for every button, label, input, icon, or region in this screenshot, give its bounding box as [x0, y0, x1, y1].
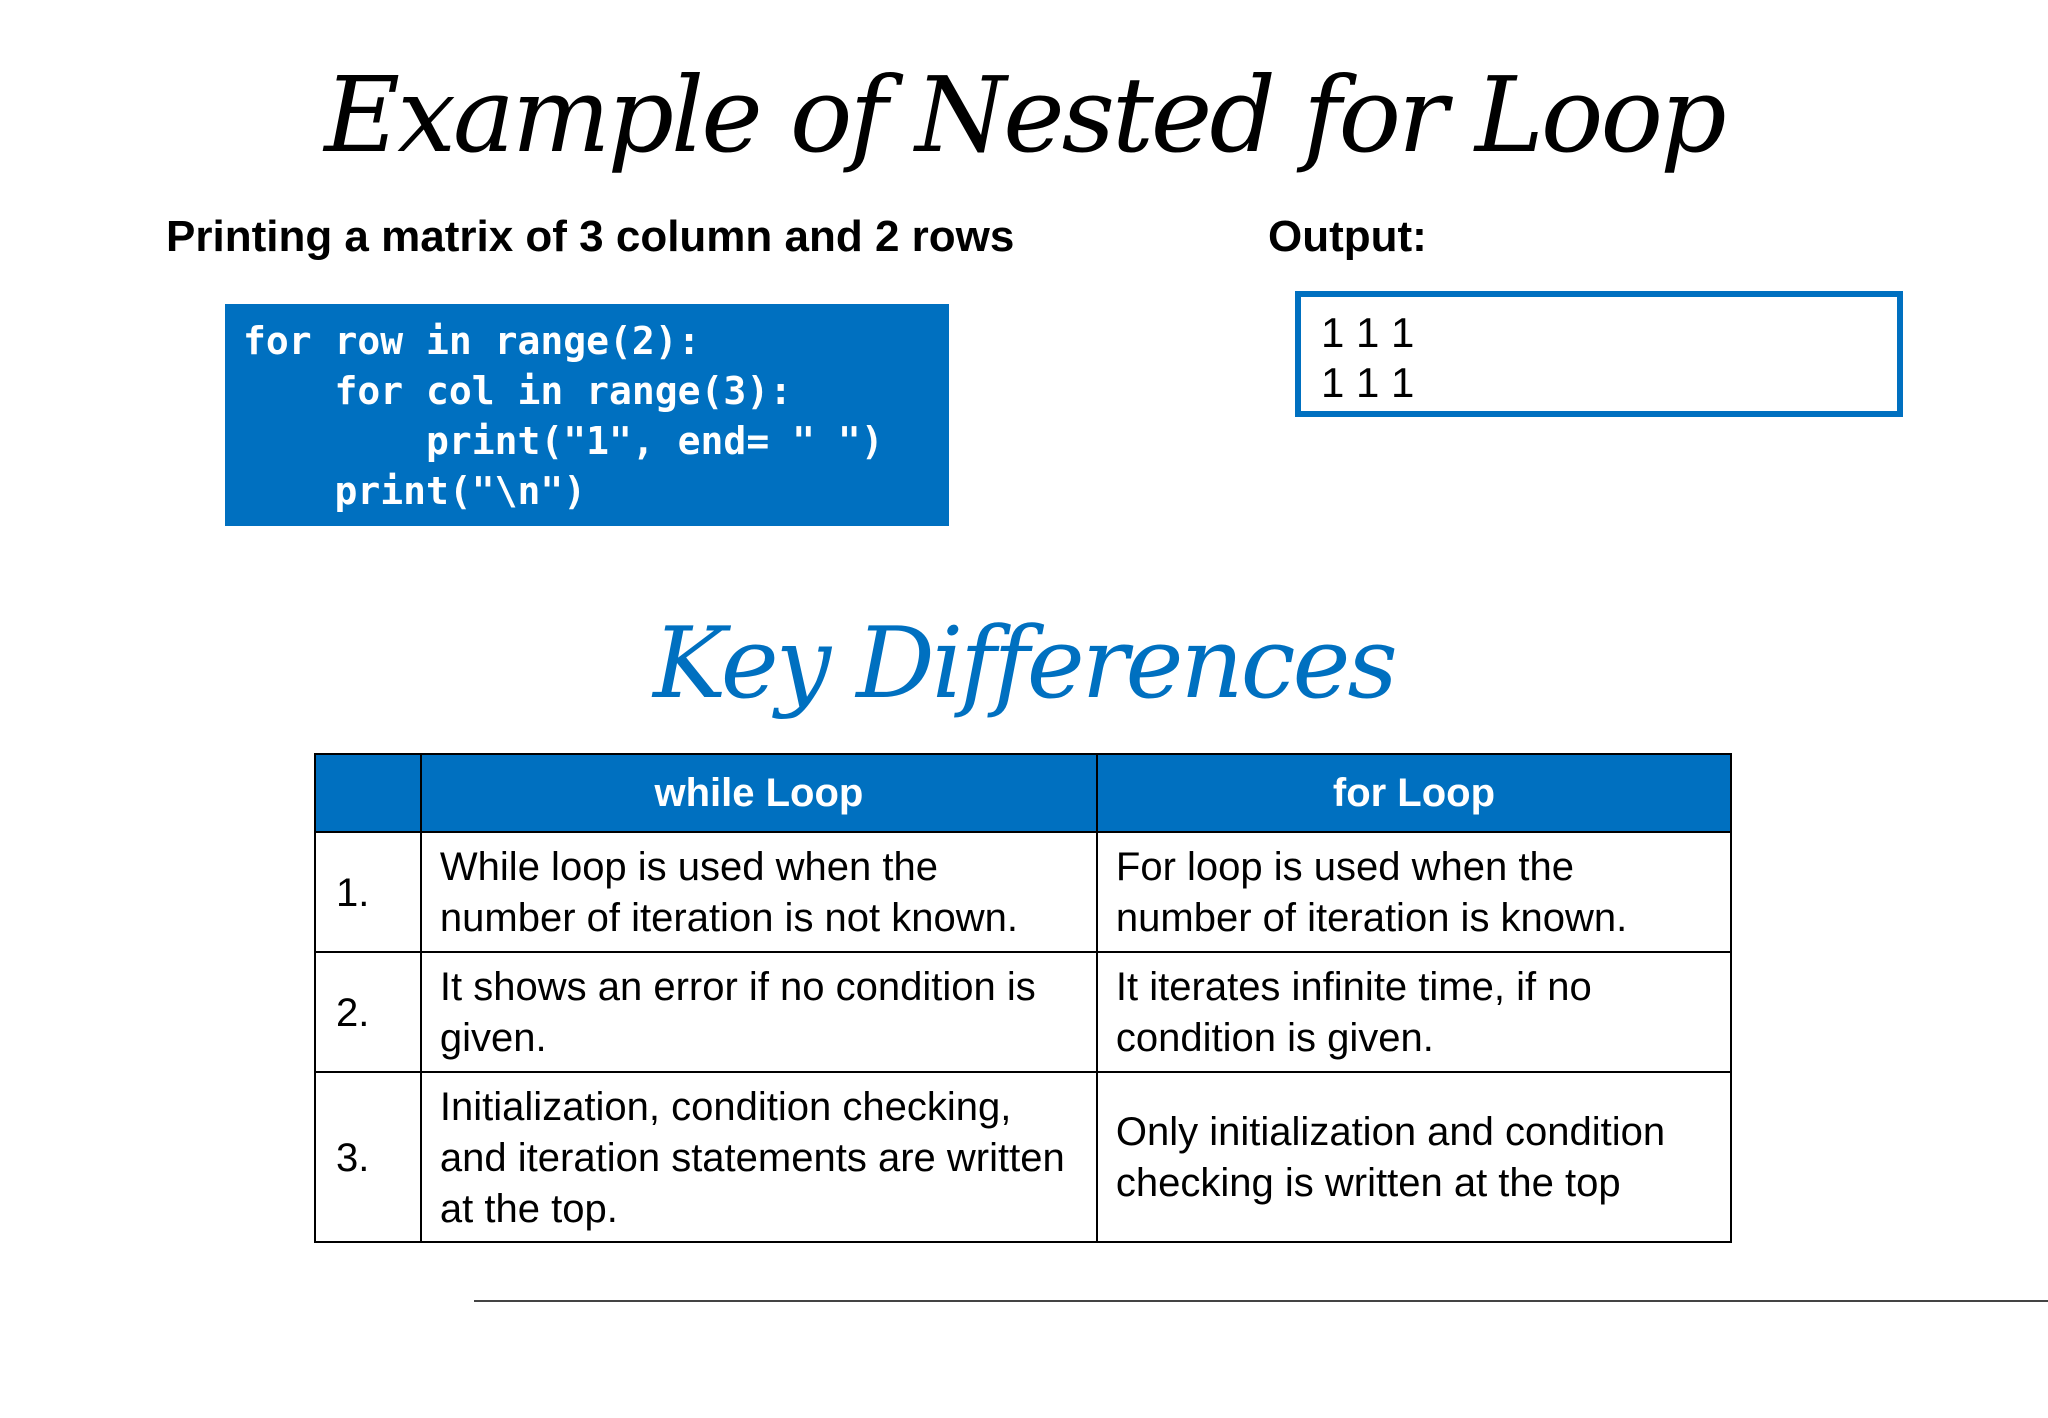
while-loop-cell: It shows an error if no condition is given. [421, 952, 1097, 1072]
table-row [315, 1072, 1731, 1242]
output-line: 1 1 1 [1321, 309, 1415, 356]
for-loop-cell: Only initialization and condition checking is written at the top [1097, 1072, 1731, 1242]
code-line: print("1", end= " ") [243, 419, 884, 463]
differences-table [314, 753, 1732, 1243]
example-subtitle: Printing a matrix of 3 column and 2 rows [166, 212, 1015, 261]
output-label: Output: [1268, 212, 1427, 261]
table-row [315, 952, 1731, 1072]
row-number: 2. [315, 952, 421, 1072]
code-line: print("\n") [243, 469, 587, 513]
code-block [225, 304, 949, 526]
for-loop-cell: It iterates infinite time, if no condition is given. [1097, 952, 1731, 1072]
code-line: for row in range(2): [243, 319, 701, 363]
code-line: for col in range(3): [243, 369, 793, 413]
output-line: 1 1 1 [1321, 359, 1415, 406]
while-loop-cell: While loop is used when the number of iteration is not known. [421, 832, 1097, 952]
page-title: Example of Nested for Loop [324, 54, 1724, 176]
header-while-loop: while Loop [421, 754, 1097, 832]
footer-divider [474, 1300, 2048, 1302]
for-loop-cell: For loop is used when the number of iteration is known. [1097, 832, 1731, 952]
key-differences-title: Key Differences [653, 607, 1395, 721]
table-row [315, 832, 1731, 952]
row-number: 1. [315, 832, 421, 952]
header-number [315, 754, 421, 832]
output-box [1295, 291, 1903, 417]
row-number: 3. [315, 1072, 421, 1242]
table-header-row [315, 754, 1731, 832]
header-for-loop: for Loop [1097, 754, 1731, 832]
while-loop-cell: Initialization, condition checking, and iteration statements are written at the top. [421, 1072, 1097, 1242]
